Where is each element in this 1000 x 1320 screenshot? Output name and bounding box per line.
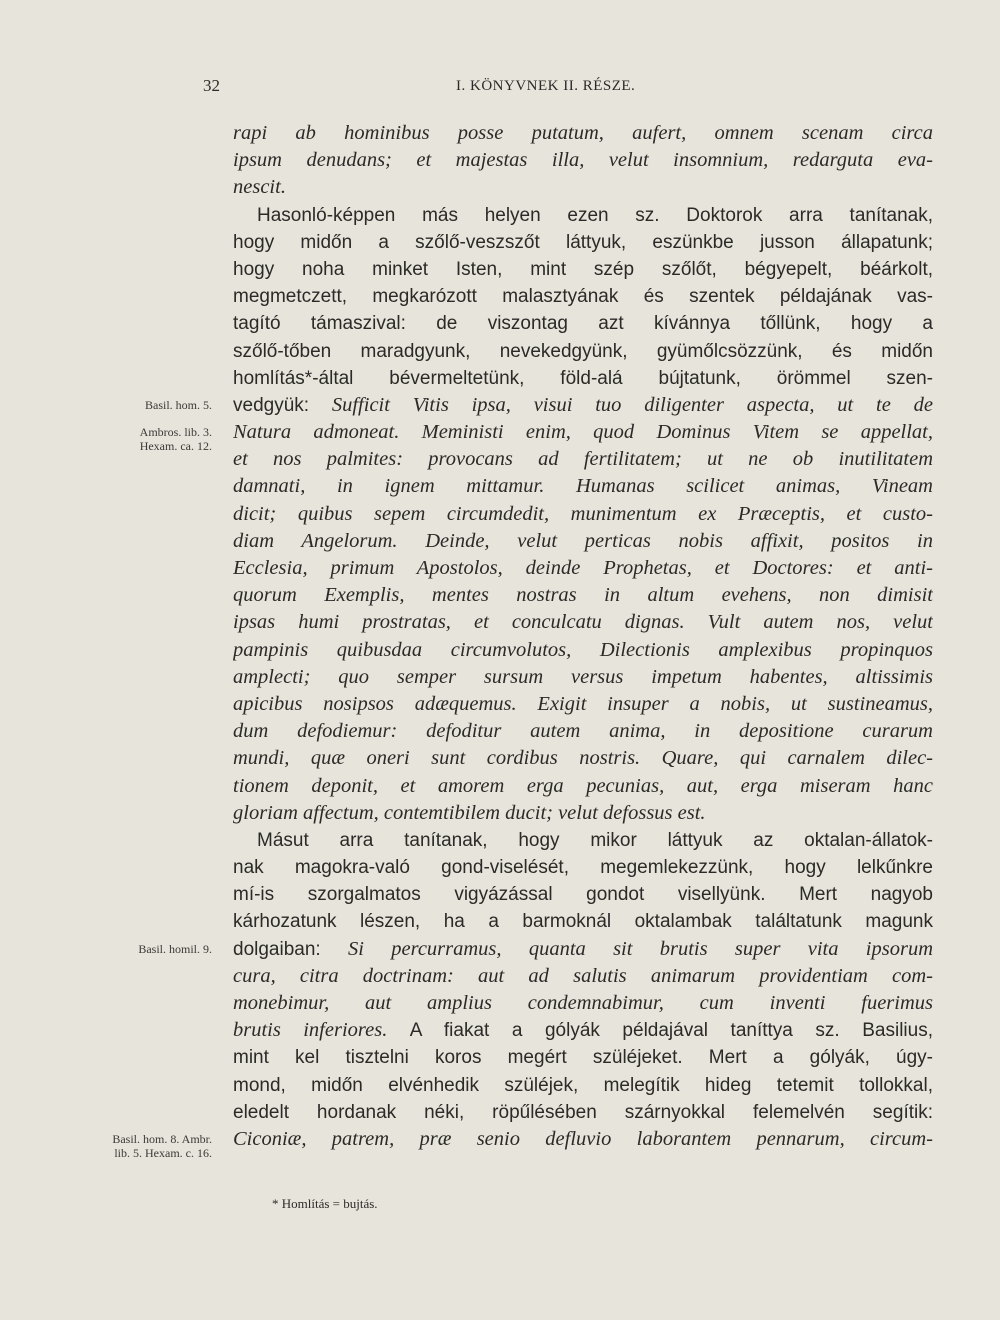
text-line: brutis inferiores. A fiakat a gólyák példajával taníttya sz. Basilius, xyxy=(233,1019,933,1042)
footnote: * Homlítás = bujtás. xyxy=(272,1196,378,1211)
margin-note: Basil. hom. 5. xyxy=(144,398,212,412)
body-text xyxy=(233,120,933,1153)
text-line: nescit. xyxy=(233,176,286,199)
text-line: amplecti; quo semper sursum versus impetum habentes, altissimis xyxy=(233,665,933,688)
text-line: mundi, quæ oneri sunt cordibus nostris. Quare, qui carnalem dilec- xyxy=(233,747,933,770)
text-line: cura, citra doctrinam: aut ad salutis animarum providentiam com- xyxy=(233,964,933,987)
text-line: szőlő-tőben maradgyunk, nevekedgyünk, gyümőlcsözzünk, és midőn xyxy=(233,340,933,362)
page-header xyxy=(0,76,1000,100)
text-line: dicit; quibus sepem circumdedit, munimentum ex Præceptis, et custo- xyxy=(233,502,933,525)
text-line: mint kel tisztelni koros megért szüléjeket. Mert a gólyák, úgy- xyxy=(233,1047,933,1069)
text-line: apicibus nosipsos adæquemus. Exigit insuper a nobis, ut sustineamus, xyxy=(233,692,933,715)
text-line: mí-is szorgalmatos vigyázással gondot visellyünk. Mert nagyob xyxy=(233,884,933,906)
text-line: Ecclesia, primum Apostolos, deinde Prophetas, et Doctores: et anti- xyxy=(233,557,933,579)
margin-note: Basil. hom. 8. Ambr. lib. 5. Hexam. c. 16. xyxy=(112,1132,212,1161)
text-line: quorum Exemplis, mentes nostras in altum evehens, non dimisit xyxy=(233,584,933,607)
text-line: homlítás*-által bévermeltetünk, föld-alá bújtatunk, örömmel szen- xyxy=(233,367,933,389)
text-line: ipsum denudans; et majestas illa, velut insomnium, redarguta eva- xyxy=(233,149,933,172)
text-line: et nos palmites: provocans ad fertilitatem; ut ne ob inutilitatem xyxy=(233,448,933,471)
text-line: kárhozatunk lészen, ha a barmoknál oktalambak találtatunk magunk xyxy=(233,911,933,933)
page-number: 32 xyxy=(203,76,220,95)
text-line: ipsas humi prostratas, et conculcatu dignas. Vult autem nos, velut xyxy=(233,611,933,634)
text-line: vedgyük: Sufficit Vitis ipsa, visui tuo diligenter aspecta, ut te de xyxy=(233,393,933,416)
text-line: diam Angelorum. Deinde, velut perticas nobis affixit, positos in xyxy=(233,529,933,552)
text-line: monebimur, aut amplius condemnabimur, cum inventi fuerimus xyxy=(233,992,933,1014)
text-line: pampinis quibusdaa circumvolutos, Dilectionis amplexibus propinquos xyxy=(233,638,933,661)
running-title: I. KÖNYVNEK II. RÉSZE. xyxy=(456,78,636,94)
text-line: Natura admoneat. Meministi enim, quod Dominus Vitem se appellat, xyxy=(233,421,933,444)
text-line: Másut arra tanítanak, hogy mikor láttyuk az oktalan-állatok- xyxy=(257,829,933,851)
text-line: rapi ab hominibus posse putatum, aufert, omnem scenam circa xyxy=(233,122,933,144)
text-line: gloriam affectum, contemtibilem ducit; velut defossus est. xyxy=(233,801,706,824)
text-line: hogy midőn a szőlő-veszszőt láttyuk, eszünkbe jusson állapatunk; xyxy=(233,231,933,253)
text-line: damnati, in ignem mittamur. Humanas scilicet animas, Vineam xyxy=(233,475,933,498)
margin-note: Basil. homil. 9. xyxy=(138,942,212,956)
text-line: Ciconiæ, patrem, præ senio defluvio laborantem pennarum, circum- xyxy=(233,1127,933,1150)
text-line: megmetczett, megkarózott malasztyának és szentek példajának vas- xyxy=(233,286,933,308)
text-line: nak magokra-való gond-viselését, megemlekezzünk, hogy lelkűnkre xyxy=(233,857,933,879)
text-line: tionem deponit, et amorem erga pecunias, aut, erga miseram hanc xyxy=(233,774,933,797)
text-line: dolgaiban: Si percurramus, quanta sit brutis super vita ipsorum xyxy=(233,937,933,960)
text-line: eledelt hordanak néki, röpűlésében szárnyokkal felemelvén segítik: xyxy=(233,1101,933,1123)
text-line: dum defodiemur: defoditur autem anima, in depositione curarum xyxy=(233,720,933,743)
text-line: Hasonló-képpen más helyen ezen sz. Doktorok arra tanítanak, xyxy=(257,204,933,226)
margin-note: Ambros. lib. 3. Hexam. ca. 12. xyxy=(139,425,212,454)
text-line: tagító támaszival: de viszontag azt kívánnya tőllünk, hogy a xyxy=(233,313,933,335)
text-line: hogy noha minket Isten, mint szép szőlőt, bégyepelt, béárkolt, xyxy=(233,258,933,280)
text-line: mond, midőn elvénhedik szüléjek, melegítik hideg tetemit tollokkal, xyxy=(233,1074,933,1096)
